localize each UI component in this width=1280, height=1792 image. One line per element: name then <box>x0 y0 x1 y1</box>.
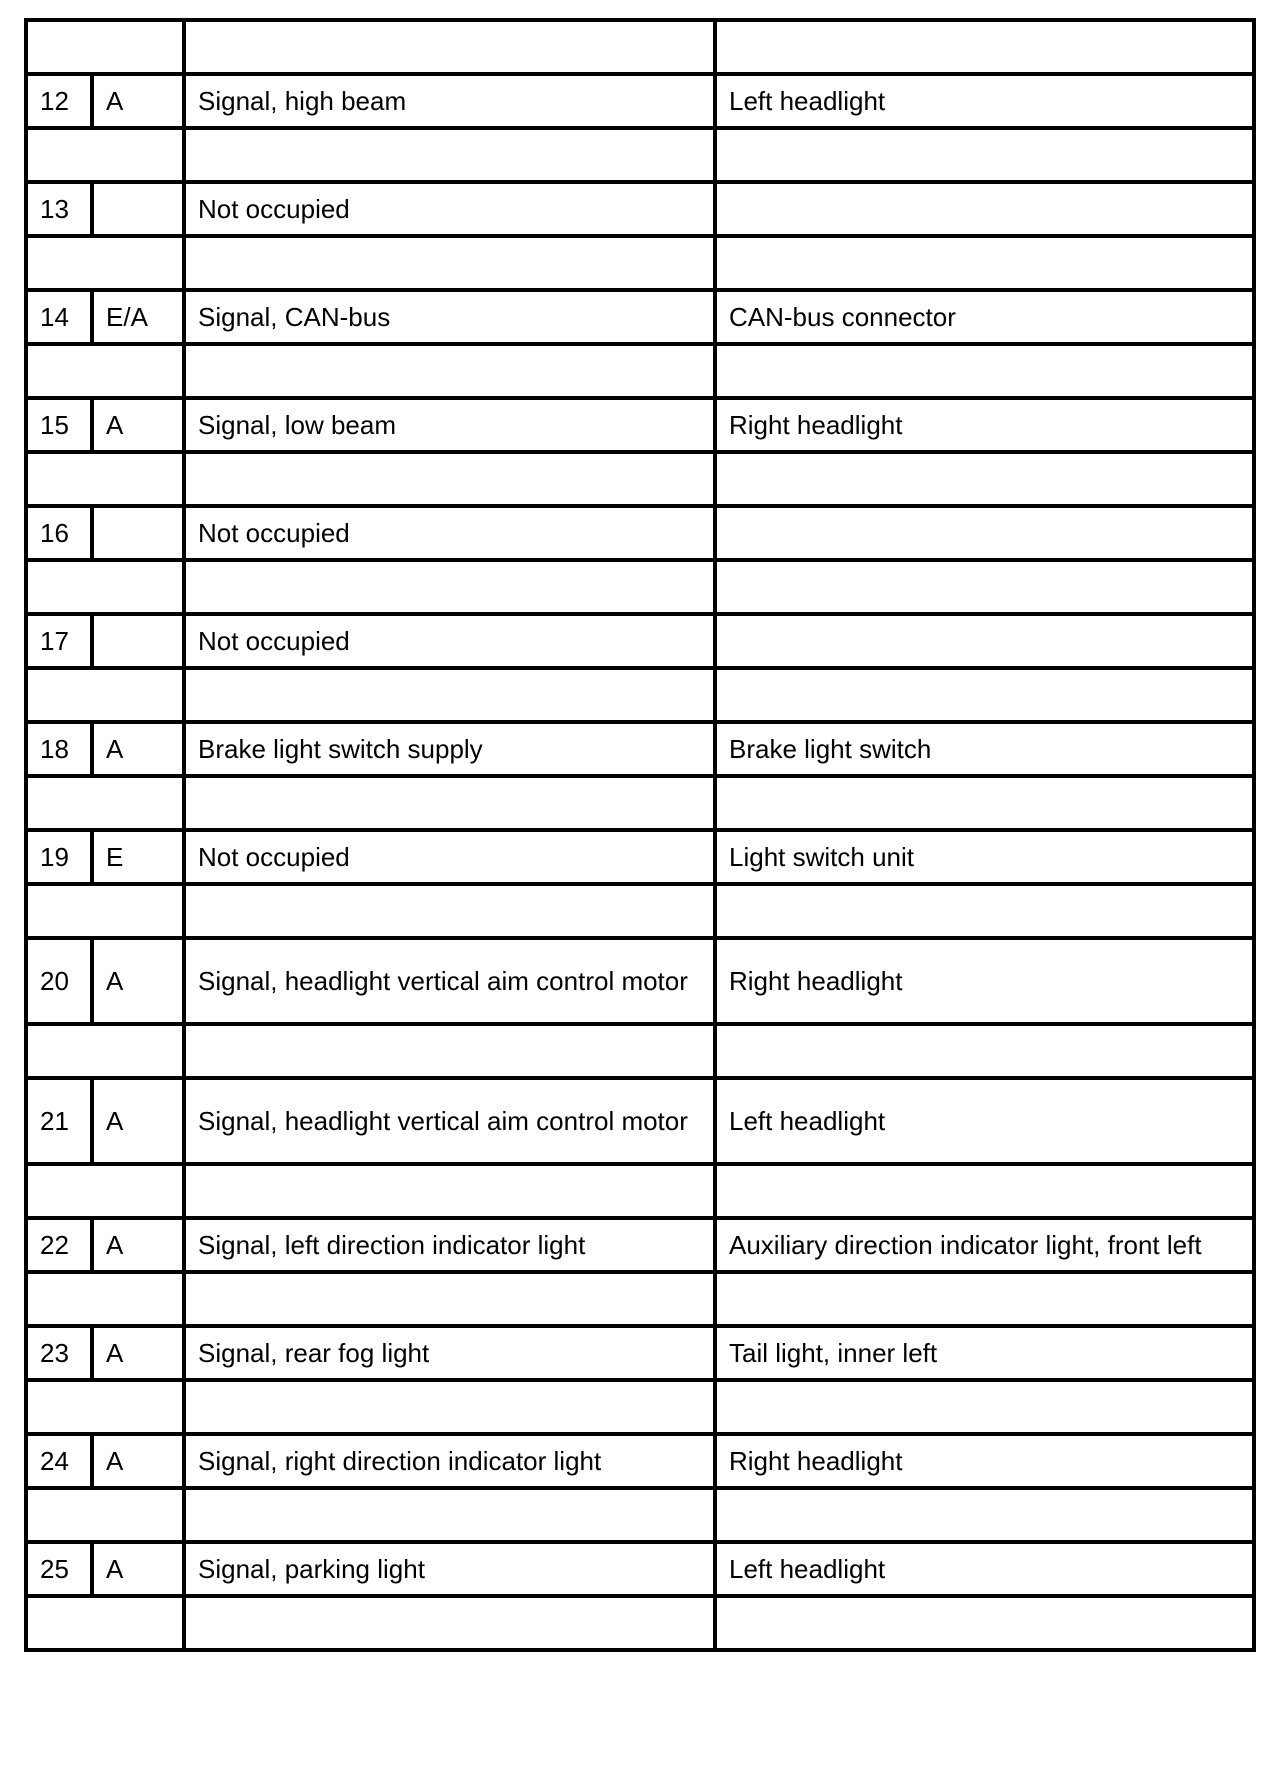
spacer-cell-signal <box>184 1596 715 1650</box>
direction-cell: A <box>92 722 184 776</box>
table-row <box>26 1542 1254 1596</box>
direction-cell: A <box>92 1326 184 1380</box>
spacer-cell-signal <box>184 344 715 398</box>
spacer-cell-pin <box>26 1596 184 1650</box>
spacer-cell-component <box>715 128 1254 182</box>
spacer-row <box>26 776 1254 830</box>
component-cell <box>715 614 1254 668</box>
table-row <box>26 938 1254 1024</box>
component-cell: Right headlight <box>715 938 1254 1024</box>
spacer-cell-component <box>715 1380 1254 1434</box>
signal-cell: Signal, high beam <box>184 74 715 128</box>
signal-cell: Signal, low beam <box>184 398 715 452</box>
spacer-row <box>26 1488 1254 1542</box>
spacer-row <box>26 884 1254 938</box>
table-row <box>26 398 1254 452</box>
spacer-cell-component <box>715 776 1254 830</box>
signal-cell: Signal, rear fog light <box>184 1326 715 1380</box>
spacer-row <box>26 1272 1254 1326</box>
pin-number-cell: 15 <box>26 398 92 452</box>
component-cell: CAN-bus connector <box>715 290 1254 344</box>
direction-cell: A <box>92 938 184 1024</box>
spacer-cell-component <box>715 668 1254 722</box>
pin-number-cell: 12 <box>26 74 92 128</box>
signal-cell: Not occupied <box>184 830 715 884</box>
direction-cell <box>92 182 184 236</box>
pin-number-cell: 13 <box>26 182 92 236</box>
pin-number-cell: 22 <box>26 1218 92 1272</box>
component-cell: Tail light, inner left <box>715 1326 1254 1380</box>
spacer-row <box>26 236 1254 290</box>
direction-cell: E <box>92 830 184 884</box>
pin-number-cell: 25 <box>26 1542 92 1596</box>
spacer-cell-pin <box>26 1488 184 1542</box>
signal-cell: Not occupied <box>184 182 715 236</box>
spacer-row <box>26 452 1254 506</box>
direction-cell: A <box>92 1434 184 1488</box>
spacer-cell-pin <box>26 776 184 830</box>
table-row <box>26 722 1254 776</box>
spacer-cell-signal <box>184 128 715 182</box>
direction-cell: A <box>92 1542 184 1596</box>
spacer-cell-pin <box>26 452 184 506</box>
spacer-cell-component <box>715 1272 1254 1326</box>
pin-number-cell: 16 <box>26 506 92 560</box>
spacer-row <box>26 560 1254 614</box>
spacer-cell-pin <box>26 1272 184 1326</box>
pin-number-cell: 17 <box>26 614 92 668</box>
direction-cell: A <box>92 398 184 452</box>
pin-number-cell: 21 <box>26 1078 92 1164</box>
spacer-cell-component <box>715 560 1254 614</box>
spacer-cell-pin <box>26 668 184 722</box>
table-row <box>26 182 1254 236</box>
component-cell: Right headlight <box>715 398 1254 452</box>
component-cell <box>715 182 1254 236</box>
component-cell <box>715 506 1254 560</box>
pin-number-cell: 24 <box>26 1434 92 1488</box>
spacer-cell-signal <box>184 1024 715 1078</box>
pin-table-body <box>26 20 1254 1650</box>
spacer-cell-signal <box>184 1164 715 1218</box>
spacer-cell-signal <box>184 1380 715 1434</box>
signal-cell: Not occupied <box>184 506 715 560</box>
signal-cell: Signal, right direction indicator light <box>184 1434 715 1488</box>
spacer-cell-component <box>715 452 1254 506</box>
pin-assignment-table <box>24 18 1256 1652</box>
spacer-row <box>26 128 1254 182</box>
spacer-row <box>26 668 1254 722</box>
spacer-row <box>26 1380 1254 1434</box>
spacer-cell-component <box>715 1596 1254 1650</box>
direction-cell: A <box>92 1078 184 1164</box>
spacer-cell-signal <box>184 776 715 830</box>
spacer-cell-component <box>715 236 1254 290</box>
component-cell: Left headlight <box>715 1078 1254 1164</box>
spacer-cell-signal <box>184 1272 715 1326</box>
signal-cell: Signal, headlight vertical aim control motor <box>184 938 715 1024</box>
table-row <box>26 1326 1254 1380</box>
component-cell: Left headlight <box>715 74 1254 128</box>
spacer-row <box>26 344 1254 398</box>
spacer-cell-signal <box>184 560 715 614</box>
component-cell: Auxiliary direction indicator light, front left <box>715 1218 1254 1272</box>
component-cell: Right headlight <box>715 1434 1254 1488</box>
spacer-cell-component <box>715 20 1254 74</box>
spacer-cell-pin <box>26 884 184 938</box>
spacer-cell-pin <box>26 128 184 182</box>
spacer-cell-pin <box>26 20 184 74</box>
pin-number-cell: 18 <box>26 722 92 776</box>
table-row <box>26 290 1254 344</box>
spacer-row <box>26 1024 1254 1078</box>
spacer-cell-pin <box>26 560 184 614</box>
pin-number-cell: 14 <box>26 290 92 344</box>
spacer-cell-signal <box>184 884 715 938</box>
table-row <box>26 1218 1254 1272</box>
table-row <box>26 614 1254 668</box>
table-row <box>26 74 1254 128</box>
pin-number-cell: 19 <box>26 830 92 884</box>
spacer-row <box>26 1596 1254 1650</box>
spacer-cell-signal <box>184 668 715 722</box>
spacer-cell-component <box>715 1164 1254 1218</box>
spacer-cell-pin <box>26 1024 184 1078</box>
signal-cell: Not occupied <box>184 614 715 668</box>
spacer-cell-signal <box>184 1488 715 1542</box>
spacer-cell-pin <box>26 236 184 290</box>
signal-cell: Signal, headlight vertical aim control motor <box>184 1078 715 1164</box>
spacer-cell-signal <box>184 452 715 506</box>
spacer-cell-component <box>715 344 1254 398</box>
spacer-cell-pin <box>26 344 184 398</box>
direction-cell <box>92 506 184 560</box>
spacer-cell-signal <box>184 236 715 290</box>
direction-cell <box>92 614 184 668</box>
signal-cell: Signal, parking light <box>184 1542 715 1596</box>
spacer-cell-component <box>715 884 1254 938</box>
spacer-cell-component <box>715 1024 1254 1078</box>
direction-cell: A <box>92 74 184 128</box>
component-cell: Left headlight <box>715 1542 1254 1596</box>
component-cell: Brake light switch <box>715 722 1254 776</box>
spacer-row <box>26 20 1254 74</box>
spacer-cell-component <box>715 1488 1254 1542</box>
table-row <box>26 830 1254 884</box>
table-row <box>26 1434 1254 1488</box>
pin-number-cell: 23 <box>26 1326 92 1380</box>
signal-cell: Brake light switch supply <box>184 722 715 776</box>
spacer-cell-pin <box>26 1164 184 1218</box>
direction-cell: E/A <box>92 290 184 344</box>
spacer-row <box>26 1164 1254 1218</box>
direction-cell: A <box>92 1218 184 1272</box>
signal-cell: Signal, CAN-bus <box>184 290 715 344</box>
spacer-cell-pin <box>26 1380 184 1434</box>
signal-cell: Signal, left direction indicator light <box>184 1218 715 1272</box>
spacer-cell-signal <box>184 20 715 74</box>
pin-number-cell: 20 <box>26 938 92 1024</box>
table-row <box>26 1078 1254 1164</box>
component-cell: Light switch unit <box>715 830 1254 884</box>
table-row <box>26 506 1254 560</box>
